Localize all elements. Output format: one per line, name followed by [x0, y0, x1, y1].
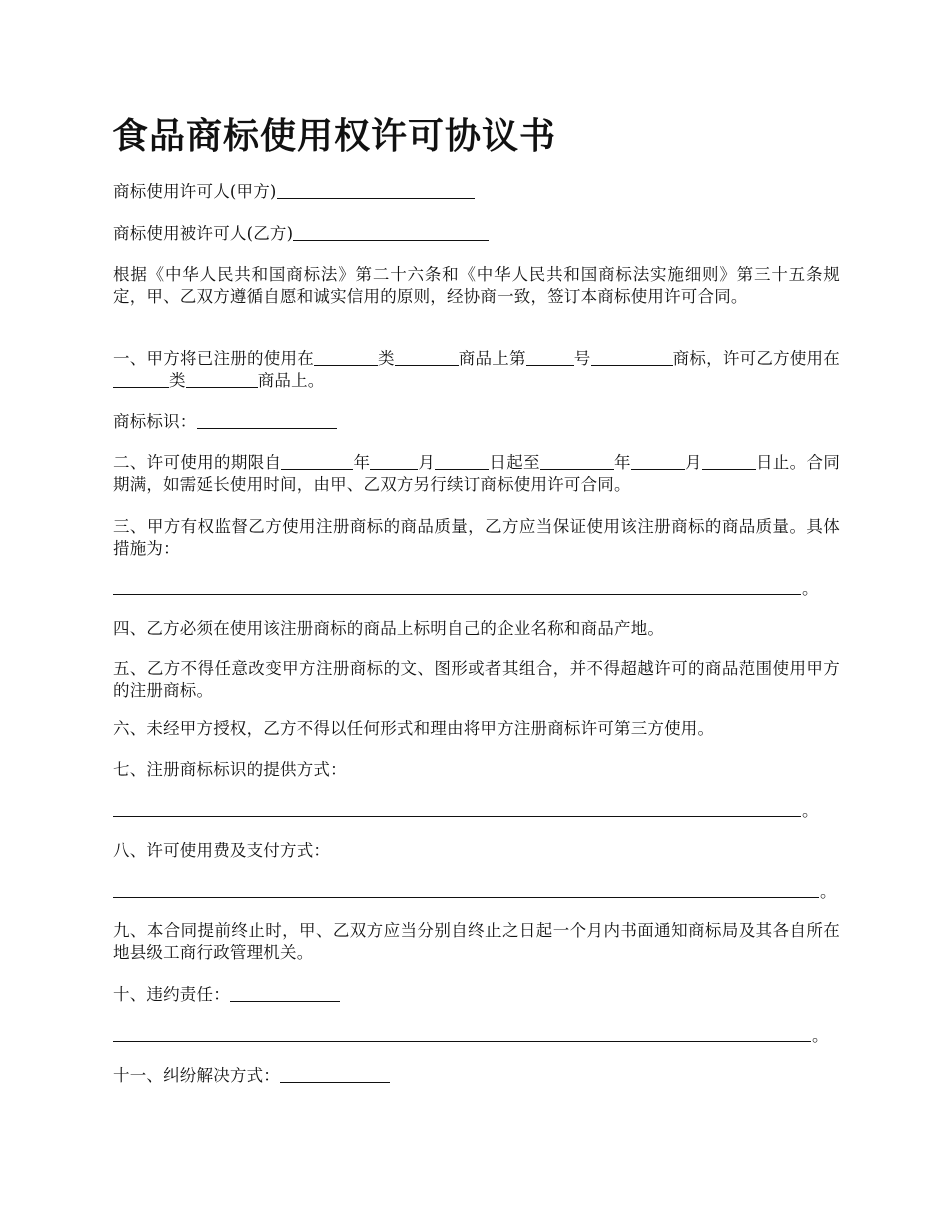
clause2-prefix: 二、许可使用的期限自: [113, 453, 282, 472]
clause-1: [113, 348, 840, 392]
clause11-blank[interactable]: [280, 1066, 390, 1084]
clause-7: 七、注册商标标识的提供方式：: [113, 760, 347, 779]
clause2-from-day: 日起至: [489, 453, 540, 472]
clause2-year: 年: [353, 453, 371, 472]
clause1-class-word-2: 类: [169, 371, 186, 390]
clause1-license-text: 商标，许可乙方使用在: [672, 349, 841, 368]
clause-3: 三、甲方有权监督乙方使用注册商标的商品质量，乙方应当保证使用该注册商标的商品质量。具体措施为：: [113, 517, 840, 558]
clause2-year-2: 年: [613, 453, 631, 472]
clause8-period: 。: [820, 882, 837, 901]
clause2-start-month-blank[interactable]: [370, 453, 418, 471]
clause1-goods-on: 商品上第: [458, 349, 526, 368]
clause2-start-day-blank[interactable]: [435, 453, 489, 471]
clause-2: [113, 452, 840, 496]
clause3-measures-blank[interactable]: [113, 594, 801, 595]
clause10-blank[interactable]: [230, 985, 340, 1003]
clause2-until-day: 日止。: [755, 453, 807, 472]
clause10-period: 。: [812, 1026, 829, 1045]
clause1-number-blank[interactable]: [526, 349, 574, 367]
clause-10: [113, 984, 340, 1006]
clause10-liability-blank[interactable]: [113, 1041, 811, 1042]
clause-9: 九、本合同提前终止时，甲、乙双方应当分别自终止之日起一个月内书面通知商标局及其各自所在地县级工商行政管理机关。: [113, 921, 840, 962]
clause2-end-year-blank[interactable]: [540, 453, 614, 471]
clause1-number-word: 号: [573, 349, 591, 368]
clause2-month-2: 月: [684, 453, 702, 472]
clause8-fee-blank[interactable]: [113, 897, 819, 898]
trademark-mark-line: [113, 411, 337, 433]
clause1-class-blank-2[interactable]: [113, 371, 169, 389]
clause7-period: 。: [802, 801, 819, 820]
clause3-period: 。: [802, 579, 819, 598]
clause-4: 四、乙方必须在使用该注册商标的商品上标明自己的企业名称和商品产地。: [113, 619, 665, 638]
clause1-class-blank[interactable]: [314, 349, 378, 367]
clause2-renewal: 合同期满，如需延长使用时间，由甲、乙双方另行续订商标使用许可合同。: [113, 453, 841, 494]
document-title: 食品商标使用权许可协议书: [112, 116, 557, 157]
clause2-end-month-blank[interactable]: [631, 453, 685, 471]
clause10-label: 十、违约责任：: [113, 985, 230, 1004]
clause1-prefix: 一、甲方将已注册的使用在: [113, 349, 314, 368]
licensee-label: 商标使用被许可人(乙方): [113, 224, 294, 243]
preamble-paragraph: 根据《中华人民共和国商标法》第二十六条和《中华人民共和国商标法实施细则》第三十五条规定，甲、乙双方遵循自愿和诚实信用的原则，经协商一致，签订本商标使用许可合同。: [113, 265, 840, 306]
clause-6: 六、未经甲方授权，乙方不得以任何形式和理由将甲方注册商标许可第三方使用。: [113, 719, 715, 738]
trademark-mark-label: 商标标识：: [113, 412, 197, 431]
clause2-month: 月: [418, 453, 436, 472]
licensee-line: [113, 223, 489, 245]
trademark-mark-blank[interactable]: [197, 412, 337, 430]
clause2-start-year-blank[interactable]: [281, 453, 353, 471]
clause-11: [113, 1065, 390, 1087]
clause-5: 五、乙方不得任意改变甲方注册商标的文、图形或者其组合，并不得超越许可的商品范围使用甲方的注册商标。: [113, 659, 840, 700]
clause1-goods-blank[interactable]: [395, 349, 459, 367]
clause2-end-day-blank[interactable]: [702, 453, 756, 471]
clause1-goods-blank-2[interactable]: [186, 371, 258, 389]
clause11-label: 十一、纠纷解决方式：: [113, 1066, 280, 1085]
clause1-class-word: 类: [377, 349, 395, 368]
clause1-goods-end: 商品上。: [257, 371, 325, 390]
clause7-method-blank[interactable]: [113, 816, 801, 817]
licensor-label: 商标使用许可人(甲方): [113, 182, 277, 201]
licensor-line: [113, 181, 475, 203]
clause1-trademark-blank[interactable]: [591, 349, 673, 367]
licensee-blank[interactable]: [293, 224, 489, 242]
clause-8: 八、许可使用费及支付方式：: [113, 841, 331, 860]
licensor-blank[interactable]: [277, 182, 475, 200]
